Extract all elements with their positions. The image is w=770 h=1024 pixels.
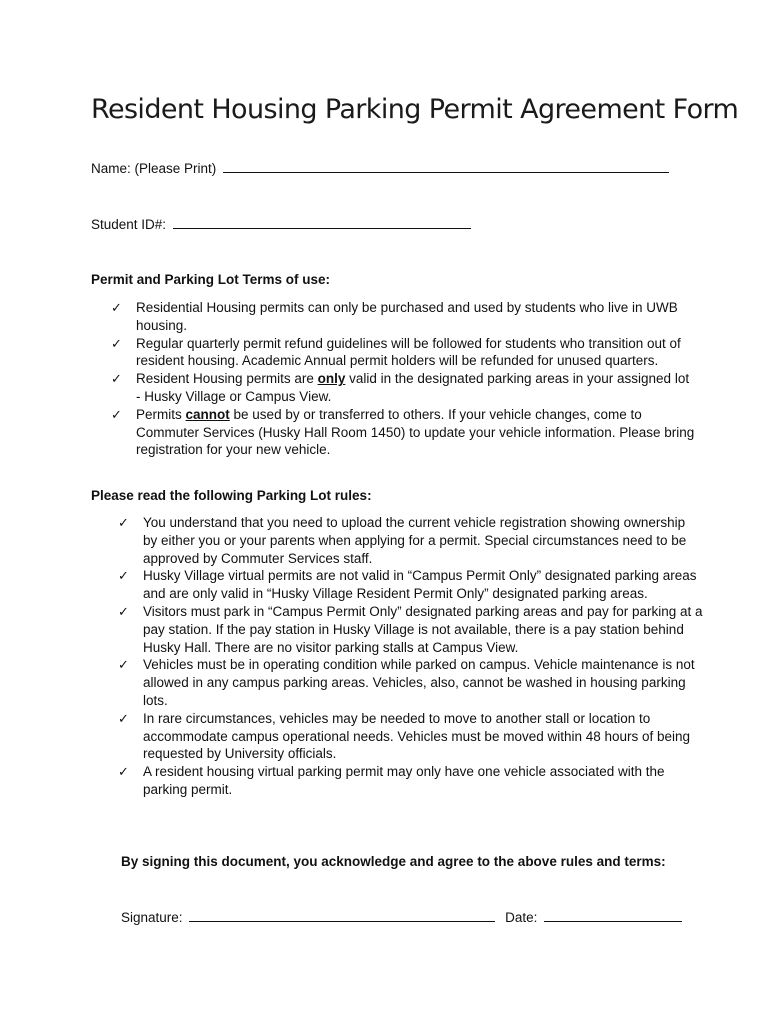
rules-list-item: ✓ Vehicles must be in operating condition while parked on campus. Vehicle maintenance is not allowed in any campus parking areas. Vehicles, also, cannot be washed in housing parking lots. (118, 657, 695, 708)
rules-list-item: ✓ Husky Village virtual permits are not valid in “Campus Permit Only” designated parking areas and are only valid in “Husky Village Resident Permit Only” designated parking areas. (118, 568, 697, 602)
rules-list-item: ✓ In rare circumstances, vehicles may be needed to move to another stall or location to accommodate campus operational needs. Vehicles must be moved within 48 hours of being requested by University officials. (118, 710, 691, 762)
date-input-line[interactable] (544, 909, 682, 922)
checkmark-icon: ✓ (111, 300, 122, 315)
rules-list-item: ✓ You understand that you need to upload the current vehicle registration showing ownership by either you or your parents when applying for a permit. Special circumstances need to be approved by Commuter Services staff. (118, 515, 687, 566)
terms-list (111, 299, 696, 459)
rules-list-item: ✓ A resident housing virtual parking permit may only have one vehicle associated with the parking permit. (118, 764, 665, 797)
name-input-line[interactable] (223, 160, 669, 173)
checkmark-icon: ✓ (111, 335, 122, 351)
acknowledgement-statement: By signing this document, you acknowledge and agree to the above rules and terms: (121, 854, 666, 869)
rules-list-item: ✓ Visitors must park in “Campus Permit Only” designated parking areas and pay for parking at a pay station. If the pay station in Husky Village is not available, there is a pay station behind Husky Hall. There are no visitor parking stalls at Campus View. (118, 603, 703, 655)
terms-list-item: ✓ Residential Housing permits can only be purchased and used by students who live in UWB housing. (111, 300, 678, 333)
terms-heading: Permit and Parking Lot Terms of use: (91, 272, 331, 287)
signature-label: Signature: (121, 910, 183, 925)
student-id-field-row (91, 216, 471, 232)
terms-list-item: ✓ Permits cannot be used by or transferred to others. If your vehicle changes, come to Commuter Services (Husky Hall Room 1450) to update your vehicle information. Please bring registration for your new vehicle. (111, 406, 695, 458)
checkmark-icon: ✓ (118, 603, 129, 619)
terms-list-item: ✓ Regular quarterly permit refund guidelines will be followed for students who transition out of resident housing. Academic Annual permit holders will be refunded for unused quarters. (111, 335, 681, 369)
checkmark-icon: ✓ (118, 764, 129, 780)
name-field-row (91, 160, 669, 176)
rules-list (118, 514, 703, 799)
terms-list-item: ✓ Resident Housing permits are only valid in the designated parking areas in your assigned lot - Husky Village or Campus View. (111, 371, 690, 404)
name-label: Name: (Please Print) (91, 161, 217, 176)
signature-input-line[interactable] (189, 909, 495, 922)
checkmark-icon: ✓ (118, 657, 129, 673)
checkmark-icon: ✓ (111, 406, 122, 422)
checkmark-icon: ✓ (118, 515, 129, 530)
rules-heading: Please read the following Parking Lot rules: (91, 488, 372, 503)
checkmark-icon: ✓ (118, 710, 129, 726)
student-id-input-line[interactable] (173, 216, 471, 229)
emphasis-cannot: cannot (185, 406, 230, 422)
checkmark-icon: ✓ (118, 568, 129, 584)
page-title: Resident Housing Parking Permit Agreement Form (91, 94, 739, 125)
student-id-label: Student ID#: (91, 217, 167, 232)
emphasis-only: only (317, 371, 346, 387)
checkmark-icon: ✓ (111, 371, 122, 387)
signature-row (121, 909, 682, 925)
date-label: Date: (505, 910, 538, 925)
